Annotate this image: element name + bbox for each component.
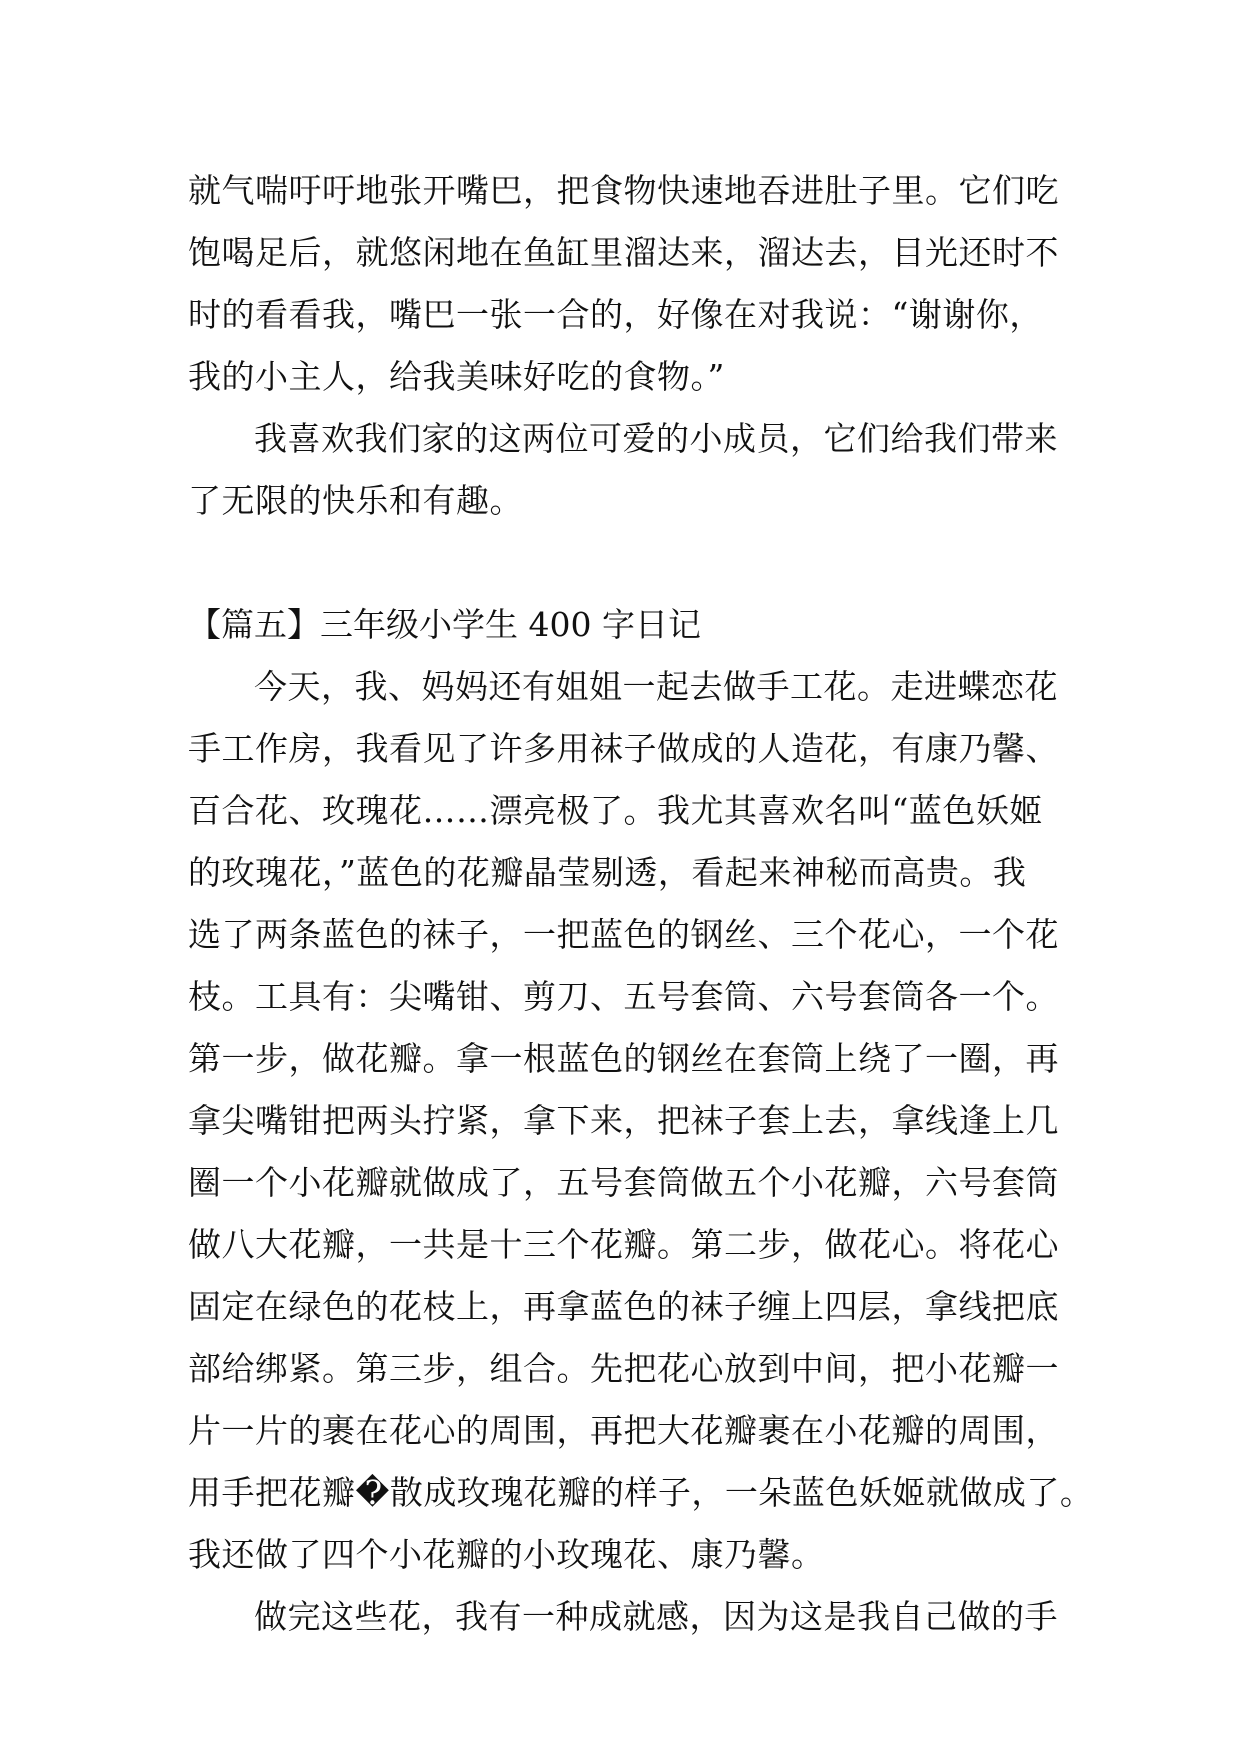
- text-line: 我喜欢我们家的这两位可爱的小成员，它们给我们带来: [254, 419, 1058, 458]
- section-title: 【篇五】三年级小学生 400 字日记: [188, 605, 701, 644]
- text-line: 了无限的快乐和有趣。: [188, 481, 523, 520]
- paragraph: [188, 160, 1060, 408]
- document-page: [188, 160, 1094, 1648]
- paragraph-gap: [188, 532, 1060, 594]
- text-line: 的玫瑰花，”蓝色的花瓣晶莹剔透，看起来神秘而高贵。我: [188, 853, 1027, 892]
- text-line: 百合花、玫瑰花……漂亮极了。我尤其喜欢名叫“蓝色妖姬: [188, 791, 1043, 830]
- text-line: 今天，我、妈妈还有姐姐一起去做手工花。走进蝶恋花: [254, 667, 1058, 706]
- text-line: 第一步，做花瓣。拿一根蓝色的钢丝在套筒上绕了一圈，再: [188, 1039, 1059, 1078]
- text-line: 枝。工具有：尖嘴钳、剪刀、五号套筒、六号套筒各一个。: [188, 977, 1059, 1016]
- paragraph: [188, 408, 1060, 532]
- text-line: 圈一个小花瓣就做成了，五号套筒做五个小花瓣，六号套筒: [188, 1163, 1059, 1202]
- text-line: 我还做了四个小花瓣的小玫瑰花、康乃馨。: [188, 1535, 825, 1574]
- text-line: 我的小主人，给我美味好吃的食物。”: [188, 357, 725, 396]
- text-line: 就气喘吁吁地张开嘴巴，把食物快速地吞进肚子里。它们吃: [188, 171, 1059, 210]
- text-line: 做八大花瓣，一共是十三个花瓣。第二步，做花心。将花心: [188, 1225, 1059, 1264]
- text-line: 时的看看我，嘴巴一张一合的，好像在对我说：“谢谢你，: [188, 295, 1043, 334]
- text-line: 用手把花瓣�散成玫瑰花瓣的样子，一朵蓝色妖姬就做成了。: [188, 1473, 1094, 1512]
- text-line: 部给绑紧。第三步，组合。先把花心放到中间，把小花瓣一: [188, 1349, 1059, 1388]
- paragraph: [188, 1586, 1060, 1648]
- text-line: 片一片的裹在花心的周围，再把大花瓣裹在小花瓣的周围，: [188, 1411, 1059, 1450]
- text-line: 选了两条蓝色的袜子，一把蓝色的钢丝、三个花心，一个花: [188, 915, 1059, 954]
- text-line: 固定在绿色的花枝上，再拿蓝色的袜子缠上四层，拿线把底: [188, 1287, 1059, 1326]
- text-line: 饱喝足后，就悠闲地在鱼缸里溜达来，溜达去，目光还时不: [188, 233, 1059, 272]
- text-line: 手工作房，我看见了许多用袜子做成的人造花，有康乃馨、: [188, 729, 1059, 768]
- text-line: 拿尖嘴钳把两头拧紧，拿下来，把袜子套上去，拿线逢上几: [188, 1101, 1059, 1140]
- text-line: 做完这些花，我有一种成就感，因为这是我自己做的手: [254, 1597, 1058, 1636]
- paragraph: [188, 656, 1094, 1586]
